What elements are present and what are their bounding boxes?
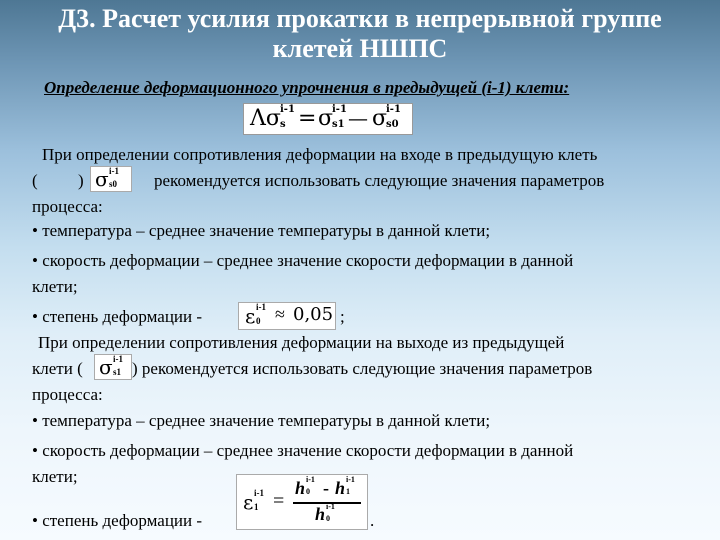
bullets-1 [32, 218, 712, 330]
bullet2-degree-text: • степень деформации - [32, 511, 203, 530]
section-subtitle: Определение деформационного упрочнения в предыдущей (i-1) клети: [44, 78, 570, 97]
para1-paren-close: ) [78, 171, 84, 190]
formula-term2-sub: s0 [386, 119, 399, 130]
approx-value: 0,05 [293, 304, 334, 325]
paragraph-2 [32, 330, 712, 408]
sigma-s1-inline [94, 354, 132, 380]
denominator-h0-sub: 0 [326, 514, 330, 523]
formula-term1-sup: i-1 [332, 104, 347, 115]
para1-line1: При определении сопротивления деформации на входе в предыдущую клеть [42, 145, 598, 164]
bullet2-strain-rate-cont: клети; [32, 467, 78, 486]
sigma-s1-sub: s1 [113, 367, 122, 377]
bullet1-degree [32, 304, 712, 330]
numerator-minus: - [323, 478, 329, 498]
bullet1-strain-rate: • скорость деформации – среднее значение скорости деформации в данной [32, 251, 574, 270]
bullet1-strain-rate-cont: клети; [32, 277, 78, 296]
bullet1-temperature: • температура – среднее значение температуры в данной клети; [32, 221, 491, 240]
numerator-h0: h [295, 478, 306, 498]
slide-title [0, 4, 720, 64]
denominator-h0-sup: i-1 [326, 502, 335, 511]
formula-minus: — [348, 106, 368, 130]
frac-epsilon-sub: 1 [254, 502, 259, 512]
para2-line1: При определении сопротивления деформации на выходе из предыдущей [38, 333, 565, 352]
formula-lhs-sup: i-1 [280, 104, 295, 115]
sigma-s0-sub: s0 [109, 179, 118, 189]
denominator-h0: h [315, 504, 326, 524]
para2-line2-text: ) рекомендуется использовать следующие значения параметров [132, 359, 593, 378]
formula-eq: = [298, 106, 317, 131]
title-line-1: Д3. Расчет усилия прокатки в непрерывной группе [58, 4, 662, 33]
para1-line3: процесса: [32, 197, 103, 216]
numerator-h0-sup: i-1 [306, 475, 315, 484]
sigma-s0-sup: i-1 [109, 166, 119, 176]
bullet2-degree [32, 508, 712, 534]
formula-lhs-sub: s [280, 119, 286, 130]
hardening-formula [243, 103, 413, 135]
para2-line3: процесса: [32, 385, 103, 404]
formula-lhs: Λσ [250, 106, 281, 131]
para1-line2 [32, 168, 712, 194]
para2-line2 [32, 356, 712, 382]
approx-sign: ≈ [275, 304, 285, 324]
frac-epsilon: ε [243, 490, 254, 514]
bullet2-strain-rate: • скорость деформации – среднее значение скорости деформации в данной [32, 441, 574, 460]
frac-eq: = [273, 490, 285, 512]
bullet2-temperature: • температура – среднее значение температуры в данной клети; [32, 411, 491, 430]
numerator-h0-sub: 0 [306, 487, 310, 496]
para1-line2-text: рекомендуется использовать следующие значения параметров [154, 171, 605, 190]
title-line-2: клетей НШПС [272, 34, 448, 63]
bullet2-period: . [370, 511, 375, 530]
para2-line2-start: клети ( [32, 359, 83, 378]
bullets-2 [32, 408, 712, 534]
numerator-h1: h [335, 478, 346, 498]
bullet1-semicolon: ; [340, 307, 345, 326]
frac-epsilon-sup: i-1 [254, 488, 264, 498]
numerator-h1-sup: i-1 [346, 475, 355, 484]
sigma-s0-symbol: σ [95, 167, 109, 191]
bullet1-degree-text: • степень деформации - [32, 307, 203, 326]
para1-paren-open: ( [32, 171, 38, 190]
epsilon-sub: 0 [256, 316, 261, 326]
sigma-s1-symbol: σ [99, 355, 113, 379]
epsilon-sup: i-1 [256, 302, 266, 312]
epsilon-symbol: ε [245, 304, 256, 328]
formula-term1: σ [318, 106, 334, 131]
strain-approx-formula [238, 302, 336, 330]
sigma-s1-sup: i-1 [113, 354, 123, 364]
sigma-s0-inline [90, 166, 132, 192]
strain-fraction-formula [236, 474, 368, 530]
formula-term2: σ [372, 106, 388, 131]
formula-term1-sub: s1 [332, 119, 345, 130]
numerator-h1-sub: 1 [346, 487, 350, 496]
paragraph-1 [32, 142, 712, 220]
formula-term2-sup: i-1 [386, 104, 401, 115]
